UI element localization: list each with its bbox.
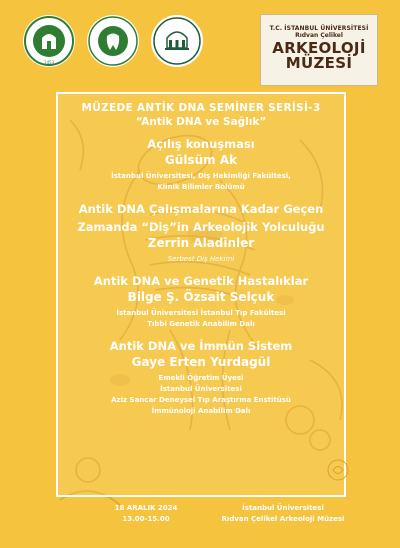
speaker-affiliation-line: Tıbbi Genetik Anabilim Dalı	[147, 320, 255, 328]
speaker-affiliation-line: Aziz Sancar Deneysel Tıp Araştırma Enstitüsü	[111, 396, 291, 404]
dna-sketch-icon	[326, 458, 350, 482]
speaker-affiliation-line: Emekli Öğretim Üyesi	[158, 374, 244, 382]
speaker-name: Gaye Erten Yurdagül	[131, 355, 271, 369]
svg-text:1453: 1453	[43, 60, 55, 65]
event-time: 13.00-15.00	[122, 515, 170, 523]
event-venue	[218, 503, 348, 525]
session-topic: Açılış konuşması	[147, 137, 255, 151]
session-topic: Antik DNA ve Genetik Hastalıklar	[93, 274, 309, 288]
speaker-affiliation-line: İstanbul Üniversitesi, Diş Hekimliği Fakültesi,	[111, 172, 291, 180]
museum-logo-line3: ARKEOLOJİ	[272, 39, 366, 57]
speaker-affiliation-line: İmmünoloji Anabilim Dalı	[151, 407, 251, 415]
session-genetic-diseases	[56, 274, 346, 330]
speaker-name: Bilge Ş. Özsait Selçuk	[127, 290, 275, 304]
archaeology-museum-logo	[260, 14, 378, 86]
session-immune-system	[56, 339, 346, 417]
program-content	[56, 100, 346, 417]
venue-line1: İstanbul Üniversitesi	[242, 504, 324, 512]
series-title: MÜZEDE ANTİK DNA SEMİNER SERİSİ-3	[81, 102, 321, 114]
speaker-affiliation-line: İstanbul Üniversitesi	[160, 385, 242, 393]
speaker-name: Gülsüm Ak	[164, 153, 238, 167]
session-topic: Zamanda “Diş”in Arkeolojik Yolculuğu	[77, 220, 325, 234]
session-dental-history	[56, 202, 346, 265]
istanbul-university-seal-icon	[22, 14, 76, 68]
medical-faculty-seal-icon	[150, 14, 204, 68]
museum-logo-line2: Rıdvan Çelikel	[295, 32, 343, 39]
museum-logo-line4: MÜZESİ	[285, 54, 353, 72]
speaker-affiliation-line: Klinik Bilimler Bölümü	[157, 183, 245, 191]
venue-line2: Rıdvan Çelikel Arkeoloji Müzesi	[221, 515, 345, 523]
speaker-name: Zerrin Aladinler	[147, 236, 255, 250]
speaker-affiliation-line: İstanbul Üniversitesi İstanbul Tıp Fakültesi	[116, 309, 286, 317]
event-date: 18 ARALIK 2024	[114, 504, 178, 512]
session-topic: Antik DNA Çalışmalarına Kadar Geçen	[78, 202, 324, 216]
museum-logo-line1: T.C. İSTANBUL ÜNİVERSİTESİ	[269, 25, 369, 32]
event-date-time	[96, 503, 196, 525]
logo-row	[22, 14, 204, 68]
session-opening	[56, 137, 346, 193]
seminar-title: “Antik DNA ve Sağlık”	[135, 116, 267, 128]
session-topic: Antik DNA ve İmmün Sistem	[109, 339, 293, 353]
dental-faculty-seal-icon	[86, 14, 140, 68]
speaker-affiliation-line: Serbest Diş Hekimi	[167, 255, 235, 263]
